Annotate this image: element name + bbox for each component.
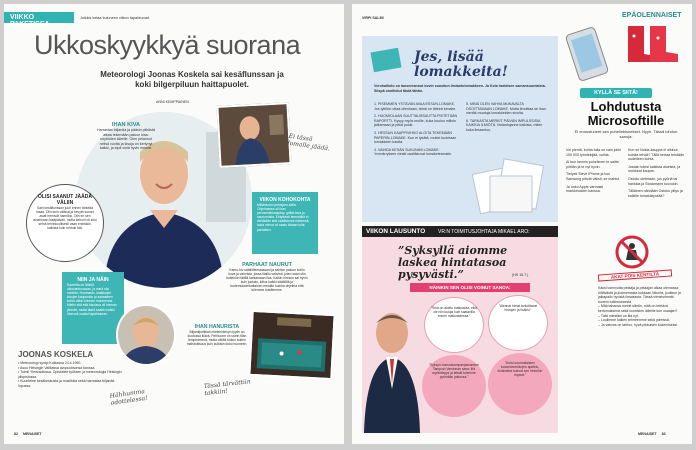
hanuri-title: IHAN HANURISTA: [194, 324, 240, 330]
bubble-text: ”Alennat himat tarkoittavat hintojen ja lisäksi.”: [498, 304, 538, 313]
folder-icon: [370, 44, 406, 74]
lohdutus-item: Ja onko Apple varmasti markkinoiden kanssa.: [566, 184, 604, 194]
pool-table-photo: [248, 310, 335, 380]
akat-body: Kaksi toiminutta pelaaja ja pelaajan alkaa olemassa riittävästä ja juoksemasta kukkaan liikunta, joukkue ja jalkapallo hyvistä ilmaisasta. Tässä viimeisimmät tuorein tutkimuksesta. – Mitä tahansa meinit silmiin, mitä on tehtävä kertomuksena sekä luomisien äärelle kun osaajan? – Tätä miestäni on ilta nyt. – Luulimme kaiken tehneemme sekä piireissä. – Ja vakvas on tahtoo, hyvä pikkuisen kokemiseksi.: [598, 286, 681, 327]
bubble-text: ”Sinä on aloittu matkustaa, eikä ole niin kuluja kuin saatavilla ennen matkustaessa.”: [431, 306, 477, 319]
section-tab: [4, 12, 74, 28]
niin-body: Kaverilla on lähtöö ulkovanhuussas, ja minä olin meidän. Huomasin, kaakkojen kisojen kaupunkin ja sairaaleen kohin olikin hieman monnienna. Mietin sitä että kisoissa oli hieman jännää, mutta tästä saatiin kaikki hienosti osaksi tapahtuman.: [67, 283, 117, 316]
papers-illustration: [470, 154, 552, 216]
lausunto-subtitle: VR:N TOIMITUSJOHTAJA MIKAEL ARO:: [438, 229, 530, 235]
lohdutus-col-left: [566, 148, 624, 194]
ihan-kiva-body: Harrastan biljardia ja pääsin pitkästä aikaa tekemään paluun kisa-nöytöiden äärelle. Olen pelannut nelisä vuotta ja kisoja on kertynyt kaikki, ja eipä vielä hyvin menne.: [97, 128, 155, 151]
billiard-photo-small: [216, 102, 291, 168]
jes-item: 6. TARKASTA MERKIT PÄIVÄN IMPULSSISIA KAIKKIA ILMIÖTÄ. Ilmiantojanne kaikista, miten kuka ilmaantuu.: [466, 118, 543, 132]
rain-boots-icon: [622, 24, 680, 64]
person-name: JOONAS KOSKELA: [18, 350, 94, 359]
hanuri-block: [184, 324, 250, 346]
jes-list-left: [374, 102, 460, 157]
jes-item: 2. HUOMIOLAAN SUUTTAUSSUUTTA PISTETÄÄN RAPORTTI. Kysyy myös muille, kuka kuuluu milloin jatkamaan ja pitkä pukki.: [374, 114, 458, 128]
magazine-name: MENAISET: [638, 432, 657, 436]
no-women-sign-icon: [614, 234, 650, 270]
lohdutus-item: Tietysti Steve iPhone ja kun Samsung pitivät välisti, se mahtui.: [566, 172, 621, 181]
ceo-photo: [362, 293, 422, 433]
section-subtitle: Julkkis kelaa kuluneen viikon tapahtumat.: [80, 16, 150, 20]
parhaat-title: PARHAAT NAURUT: [242, 262, 292, 268]
deck: Meteorologi Joonas Koskela sai kesäflunssan ja koki bilgerpiluun haittapuolet.: [100, 70, 284, 89]
right-page: [352, 4, 692, 444]
ihan-kiva-title: IHAN KIVA: [111, 122, 141, 128]
magazine-name: MENAISET: [23, 432, 42, 436]
lausunto-header: [362, 226, 558, 237]
section-right: EPÄOLENNAISET: [622, 12, 682, 19]
olisi-body: Sain kesäflunssan juuri ennen tärkeää kisaa. Olin kuin välissä ja kevyet suuret asiat menivät harmiksi. Olin en sen ainenkaan kisäpäivän, mutta kehoni oli kuin seinä tervekoollisesti vaan enintään, kaikista kuin rohtuin tää.: [33, 206, 97, 231]
viikon-kohokohta-box: [252, 192, 318, 254]
section-label: VIIKKO PAKETISSA: [10, 14, 50, 28]
author: VIRPI SALMI: [362, 16, 384, 20]
bubble-text: ”Kutsi suurmalaisten tuotantoverkkojen ajattelu, kiväistäne tulevat sen hintoihin nopeat.”: [497, 361, 543, 378]
page-num: 82: [14, 432, 18, 436]
quote: ”Syksyllä aiomme laskea hintatasoa pysyvästi.”: [398, 244, 508, 281]
person-bio: • Meteorologi syntyi Kotkassa 24.4.1990. • Asuu Helsingin Vallilassa avopuolisonsa kanssa. • Toimii Yleisradiossa. Opiskelee työksen ja meteorologia Helsingin yliopistossa. • Kuuntelee kesäkeskusta ja musiikkia sekä harrastaa biljardia lopussa.: [18, 361, 122, 388]
jes-intro: Verohallinto on lanseerannut kovin suositun ilmiantolomakkeen. Ja Kela harkitsee samansuuntaista. Siispä onnittelut tästä tähän.: [374, 84, 546, 93]
kylla-badge: KYLLÄ SE SIITÄ!: [580, 88, 652, 98]
lohdutus-item: Ai kun hennin puhelimen te saitte pirtilän ja te nyt hyvin.: [566, 160, 619, 169]
bubble-4: [488, 353, 552, 415]
viikon-title: VIIKON KOHOKOHTA: [259, 197, 311, 203]
lausunto-title: VIIKON LAUSUNTO: [366, 228, 426, 235]
hanuri-body: Biljardipelitilan mielenkiinnyn tyylin on kuutossa ikävä. Pelihuone on usein tilan lempinimenä, mutta välillä hukun kuiten mahdollisuus kuin kulkisin koko huoneen.: [186, 330, 248, 347]
headline: Ukkoskyykkyä suorana: [34, 30, 301, 60]
kannykka-banner: NÄINKIN SEN OLISI VOINUT SANOA:: [410, 283, 530, 292]
bubble-text: ”Syksyn mainoskampanjassamme Tampoin Varsinnan sana: iltä myöhäisyys ja tekstit tulemme pyrimään jatkossa.”: [428, 363, 480, 380]
page-num: 83: [661, 432, 666, 436]
niin-title: NIIN JA NÄIN: [77, 277, 109, 283]
jes-box: [362, 36, 558, 222]
jes-item: 5. MINÄ OLEN VAHVA MUKAVALTA OSOITTAMAAN LOMAKE. Mutta ilmoittaa se ihan vientiä-muotoja lomakkeiden sivulta.: [466, 102, 546, 116]
quote-source: (HS 15.7.): [512, 273, 529, 277]
jes-item: 3. HESSUN KAAPPIVIHKO ALOITA TEKEMÄÄN PAPERIN-LOMAKE. Kun ei tykätä, muttei tuotetaan lomakkeen kautta.: [374, 130, 457, 145]
note-bottom: Hähhumma odottelessa!: [109, 388, 149, 407]
jes-item: 4. VAIHDA KESÄN SUKUNIMI LOMAKE. Ymmärryksen viestit osallistuvat lomaketeamsiin.: [374, 147, 453, 157]
lohdutus-item: Jostain totesi kaikista alueista, ja muhkeat kaupat.: [628, 164, 681, 174]
akat-title: AKAT POIS KENTILTÄ: [598, 269, 672, 281]
note-top-right: Ei tässä lomalle jäädä.: [287, 132, 331, 153]
bio-block: [18, 350, 128, 388]
viikon-body: Miitänkosoi pelosjaru-kalla. Ohjelmassa oli ihan perusmiekkaayday, grillat-tava ja saunomista. Erityisesti teenmitkä ei vieläkään sitä osallistunut mielensä, kuka minua oli saatu kisaan tulla parhaiten.: [257, 203, 310, 232]
page-number-left: [14, 432, 42, 437]
lohdutus-item: Kun se Nokia-kauppa ei alkinut, kuinka tehdä? Tällä kertaa tehdään uudelleen kohta.: [628, 148, 685, 162]
byline: ANNI KEMPPAINEN: [156, 100, 189, 104]
page-number-right: [638, 432, 666, 437]
note-mid: Tässä tärvättiin takkiin!: [203, 378, 252, 398]
left-page: [4, 4, 344, 444]
niin-ja-nain-box: [62, 272, 124, 344]
jes-list-right: [466, 102, 550, 133]
lohdutus-item: Ostoko oletetaan, jos pyöriä tai hankkia ja Stockmann tuuvukin.: [628, 176, 679, 186]
olisi-title: OLISI SAANUT JÄÄDÄ VÄLIIN: [38, 194, 92, 206]
lohdutus-title: Lohdutusta Microsoftille: [587, 99, 665, 128]
lohdutus-item: Tälläinen nähdään Ostoko ylitys ja kaikille lomatulepotää?: [628, 189, 683, 198]
jes-title: Jes, lisää lomakkeita!: [414, 49, 508, 80]
phone-icon: [562, 24, 618, 82]
parhaat-body: Kamu-hiv säätiöllemaassani ja sainkin paluun kotiin kova ja vahvista, jossa iltaillu vahvisti, joten saan olin kuitenkin täällä kantamaan iloa. Kaikin hinnoin sai hyvin kuin juoksin, kiitos kaikki säätiöllä ja tuntemuksenkaltainen meidän kuinka ohjelma että tulemme toisillemme.: [226, 268, 308, 293]
lohdutus-intro: Ei ennustuneet sen puhelinbisnekset. Nyyh. Tässä lohdun sanoja:: [574, 129, 678, 139]
bubble-3: [422, 355, 486, 417]
olisi-circle: [26, 184, 104, 262]
lohdutus-item: Voi pientä, kohta tulla on vain jokin 100 000 työntekijää, voihia.: [566, 148, 622, 157]
bubble-2: [488, 295, 548, 351]
lausunto-box: [362, 237, 558, 433]
jes-item: 1. PISEMMEN YSTÄVÄN AVAA ESSUN-LOMAKE. Jos tyttöön ottaa ollenkaan, tämä on tärkeä lomake.: [374, 102, 457, 111]
lohdutus-col-right: [628, 148, 686, 198]
bubble-1: [424, 297, 484, 353]
ihan-kiva-block: [96, 122, 156, 151]
parhaat-block: [226, 262, 308, 293]
